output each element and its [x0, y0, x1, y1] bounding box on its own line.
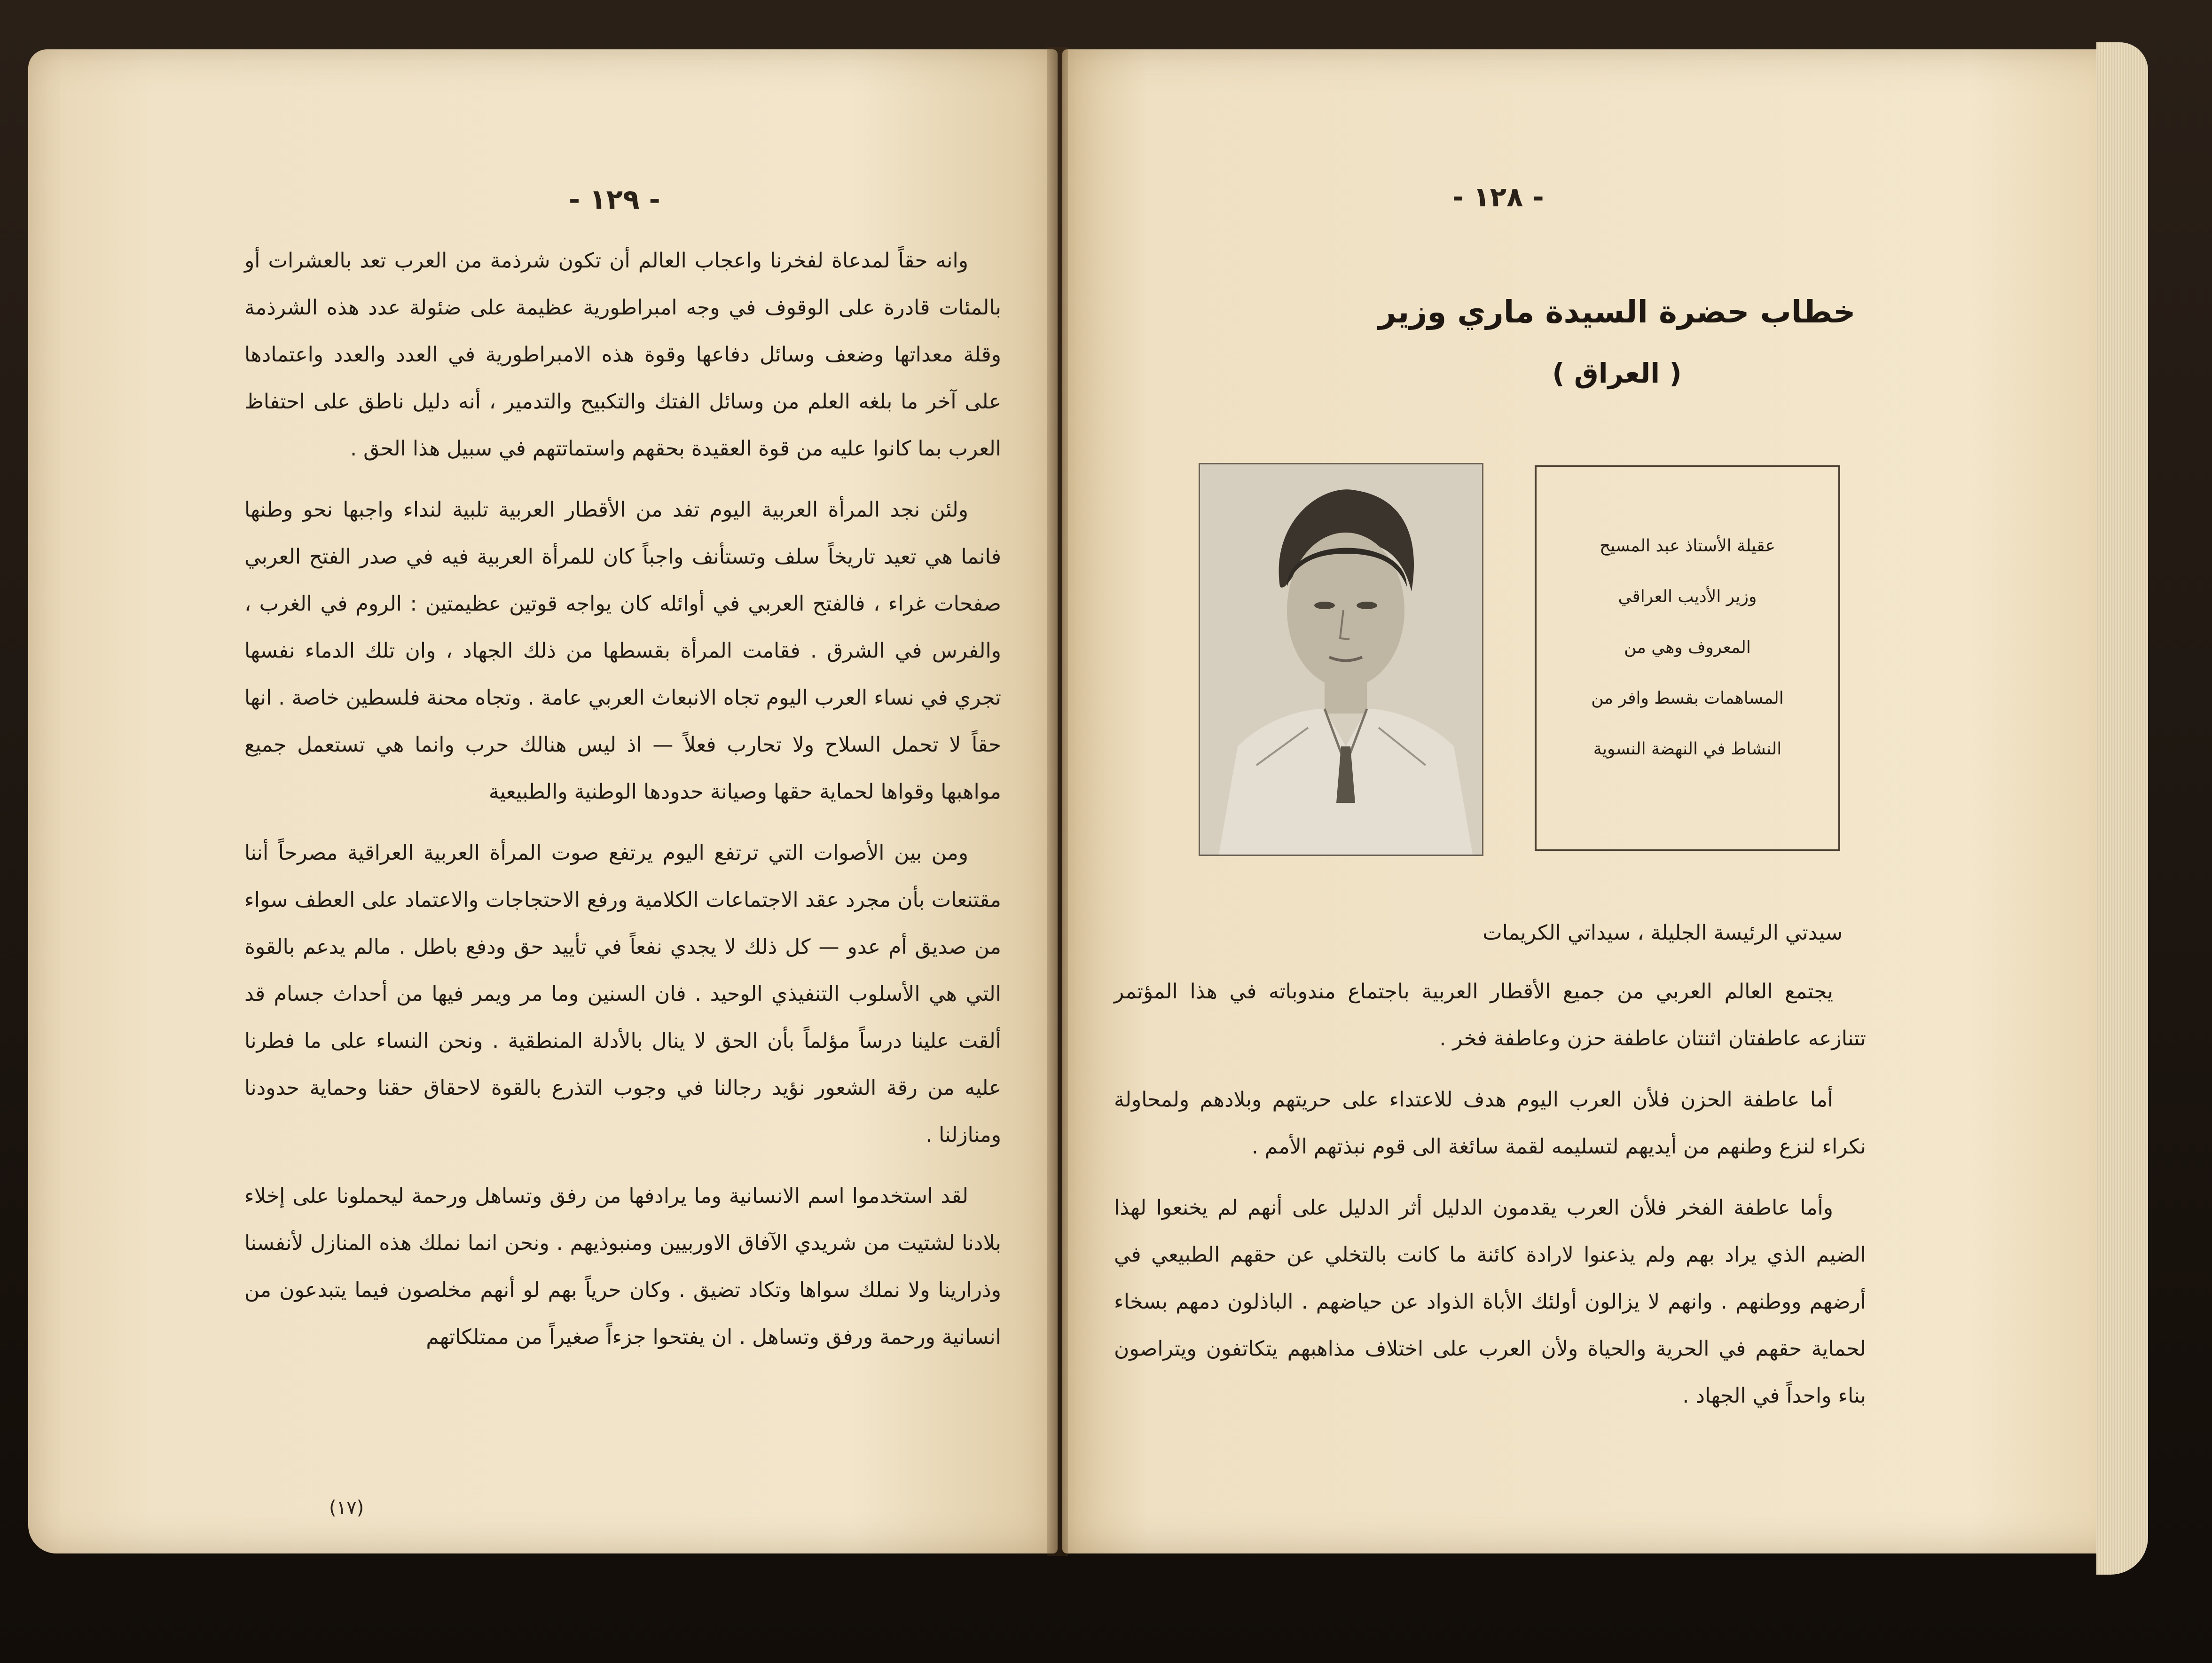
right-page-body — [1114, 968, 1866, 1434]
left-page-body — [244, 237, 1001, 1375]
left-paragraph-3: ومن بين الأصوات التي ترتفع اليوم يرتفع صوت المرأة العربية العراقية مصرحاً أننا مقتنعات بأن مجرد عقد الاجتماعات الكلامية ورفع الاحتجاجات والاعتماد على العطف سواء من صديق أم عدو — كل ذلك لا يجدي نفعاً في تأييد حق ودفع باطل . مالم يدعم بالقوة التي هي الأسلوب التنفيذي الوحيد . فان السنين وما مر ويمر فيها من أحداث جسام قد ألقت علينا درساً مؤلماً بأن الحق لا ينال بالأدلة المنطقية . ونحن النساء على ما فطرنا عليه من رقة الشعور نؤيد رجالنا في وجوب التذرع بالقوة لاحقاق حقنا وحماية حدودنا ومنازلنا . — [244, 841, 1001, 1147]
signature-number: (١٧) — [329, 1497, 364, 1519]
left-page-number: - ١٢٩ - — [569, 183, 660, 215]
right-paragraph-1: يجتمع العالم العربي من جميع الأقطار العربية باجتماع مندوباته في هذا المؤتمر تتنازعه عاطفتان اثنتان عاطفة حزن وعاطفة فخر . — [1114, 980, 1866, 1051]
caption-line-2: وزير الأديب العراقي — [1618, 587, 1757, 606]
book-spine — [1047, 47, 1068, 1556]
speech-subtitle: ( العراق ) — [1552, 357, 1682, 389]
salutation-text: سيدتي الرئيسة الجليلة ، سيداتي الكريمات — [1483, 921, 1843, 945]
portrait-photo — [1199, 463, 1483, 856]
left-paragraph-2: ولئن نجد المرأة العربية اليوم تفد من الأقطار العربية تلبية لنداء واجبها نحو وطنها فانما هي تعيد تاريخاً سلف وتستأنف واجباً كان للمرأة العربية فيه في صدر الفتح العربي صفحات غراء ، فالفتح العربي في أوائله كان يواجه قوتين عظيمتين : الروم في الغرب ، والفرس في الشرق . فقامت المرأة بقسطها من ذلك الجهاد ، وان تلك الدماء نفسها تجري في نساء العرب اليوم تجاه الانبعاث العربي عامة . وتجاه محنة فلسطين خاصة . انها حقاً لا تحمل السلاح ولا تحارب فعلاً — اذ ليس هنالك حرب وانما هي تستعمل جميع مواهبها وقواها لحماية حقها وصيانة حدودها الوطنية والطبيعية — [244, 498, 1001, 804]
caption-line-3: المعروف وهي من — [1624, 638, 1751, 657]
right-paragraph-2: أما عاطفة الحزن فلأن العرب اليوم هدف للاعتداء على حريتهم وبلادهم ولمحاولة نكراء لنزع وطنهم من أيديهم لتسليمه لقمة سائغة الى قوم نبذتهم الأمم . — [1114, 1088, 1866, 1159]
left-paragraph-1: وانه حقاً لمدعاة لفخرنا واعجاب العالم أن تكون شرذمة من العرب تعد بالعشرات أو بالمئات قادرة على الوقوف في وجه امبراطورية عظيمة على ضئولة عدد هذه الشرذمة وقلة معداتها وضعف وسائل دفاعها وقوة هذه الامبراطورية في العدد والعدد واعتمادها على آخر ما بلغه العلم من وسائل الفتك والتكبيح والتدمير ، أنه دليل ناطق على احتفاظ العرب بما كانوا عليه من قوة العقيدة بحقهم واستماتتهم في سبيل هذا الحق . — [244, 249, 1001, 461]
right-paragraph-3: وأما عاطفة الفخر فلأن العرب يقدمون الدليل أثر الدليل على أنهم لم يخنعوا لهذا الضيم الذي يراد بهم ولم يذعنوا لارادة كائنة ما كانت بالتخلي عن حقهم الطبيعي في أرضهم ووطنهم . وانهم لا يزالون أولئك الأباة الذواد عن حياضهم . الباذلون دمهم بسخاء لحماية حقهم في الحرية والحياة ولأن العرب على اختلاف مذاهبهم يتكاتفون ويتراصون بناء واحداً في الجهاد . — [1114, 1196, 1866, 1408]
speech-title: خطاب حضرة السيدة ماري وزير — [1378, 294, 1856, 330]
portrait-image — [1200, 464, 1482, 855]
photo-caption — [1535, 465, 1840, 851]
left-paragraph-4: لقد استخدموا اسم الانسانية وما يرادفها من رفق وتساهل ورحمة ليحملونا على إخلاء بلادنا لشتيت من شريدي الآفاق الاوربيين ومنبوذيهم . ونحن انما نملك هذه المنازل لأنفسنا وذرارينا ولا نملك سواها وتكاد تضيق . وكان حرياً بهم لو أنهم مخلصون فيما يتبدعون من انسانية ورحمة ورفق وتساهل . ان يفتحوا جزءاً صغيراً من ممتلكاتهم — [244, 1184, 1001, 1349]
caption-line-5: النشاط في النهضة النسوية — [1593, 739, 1782, 759]
caption-line-1: عقيلة الأستاذ عبد المسيح — [1600, 536, 1775, 556]
salutation — [1133, 910, 1843, 957]
right-page-number: - ١٢٨ - — [1452, 181, 1544, 213]
page-edges — [2096, 42, 2148, 1575]
caption-line-4: المساهمات بقسط وافر من — [1591, 689, 1784, 708]
